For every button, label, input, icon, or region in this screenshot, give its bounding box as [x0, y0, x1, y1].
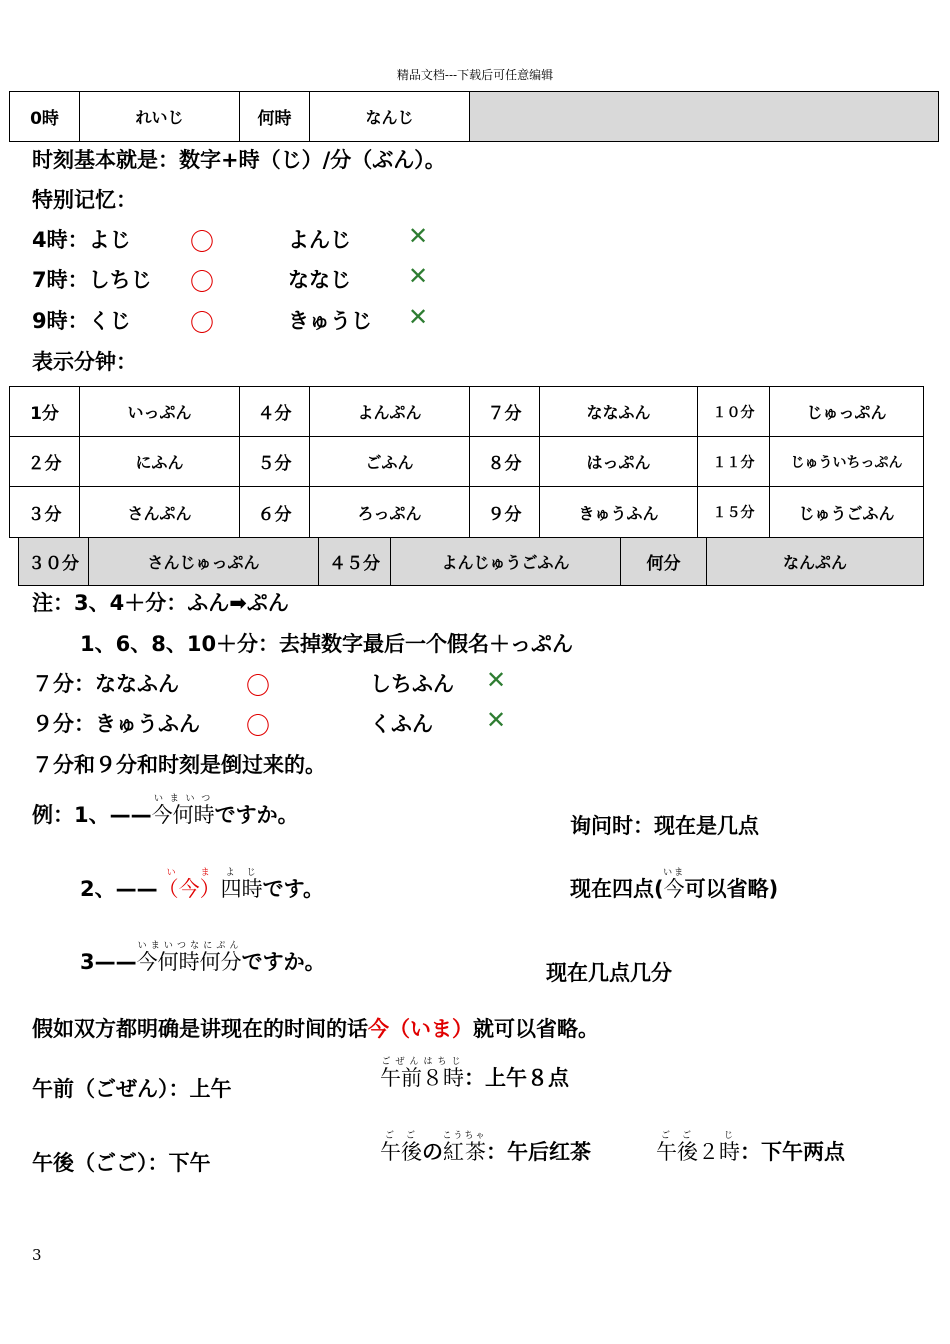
top-time-table	[9, 91, 939, 142]
table-cell: 何時	[240, 92, 310, 142]
table-cell: ４５分	[319, 538, 391, 586]
note-2: 1、6、8、10＋分：去掉数字最后一个假名＋っぷん	[80, 632, 574, 656]
example-2	[80, 868, 324, 903]
correct-icon: 〇	[190, 309, 214, 337]
omit-note: 假如双方都明确是讲现在的时间的话今（いま）就可以省略。	[32, 1017, 599, 1041]
example-3-prefix: 3——	[80, 950, 137, 974]
table-cell: いっぷん	[80, 387, 240, 437]
table-row	[10, 437, 924, 487]
table-cell: なんじ	[310, 92, 470, 142]
table-cell: さんぷん	[80, 487, 240, 538]
pm-example-1: 午後ごごの紅茶こうちゃ：午后红茶	[380, 1131, 592, 1164]
example-3	[80, 941, 326, 976]
example-2-meaning: 现在四点(今いま可以省略)	[570, 868, 779, 901]
wrong-icon: ✕	[408, 303, 429, 331]
table-cell: はっぷん	[540, 437, 698, 487]
table-cell: きゅうふん	[540, 487, 698, 538]
row-7-wrong: しちふん	[370, 672, 454, 696]
table-cell: ろっぷん	[310, 487, 470, 538]
table-cell: 1分	[10, 387, 80, 437]
example-2-prefix: 2、——	[80, 877, 158, 901]
special-title: 特别记忆：	[32, 188, 137, 212]
note-1: 注：3、4＋分：ふん➡ぷん	[32, 591, 289, 615]
special-wrong-9: きゅうじ	[288, 309, 372, 333]
table-cell: １１分	[698, 437, 770, 487]
table-cell: 0時	[10, 92, 80, 142]
example-3-meaning: 现在几点几分	[546, 961, 672, 985]
table-row	[19, 538, 924, 586]
table-cell: ５分	[240, 437, 310, 487]
table-cell: ななふん	[540, 387, 698, 437]
table-cell: じゅうごふん	[770, 487, 924, 538]
time-rule: 时刻基本就是：数字+時（じ）/分（ぶん）。	[32, 148, 446, 172]
table-cell-empty	[470, 92, 939, 142]
row-9-wrong: くふん	[370, 712, 433, 736]
special-label-7: 7時：しちじ	[32, 268, 152, 292]
correct-icon: 〇	[190, 268, 214, 296]
pm-example-2: 午後２時ごご じ：下午两点	[656, 1131, 845, 1164]
minutes-table	[9, 386, 924, 538]
table-cell: さんじゅっぷん	[89, 538, 319, 586]
table-cell: よんぷん	[310, 387, 470, 437]
example-2-kanji-hour: 四時よじ	[220, 868, 263, 901]
example-1-meaning: 询问时：现在是几点	[570, 814, 759, 838]
correct-icon: 〇	[246, 672, 270, 700]
minutes-table-2	[18, 537, 924, 586]
example-3-suffix: ですか。	[241, 950, 326, 974]
table-cell: ６分	[240, 487, 310, 538]
table-cell: ごふん	[310, 437, 470, 487]
correct-icon: 〇	[246, 712, 270, 740]
table-cell: にふん	[80, 437, 240, 487]
am-label: 午前（ごぜん）：上午	[32, 1077, 232, 1101]
page-number: 3	[32, 1246, 42, 1264]
table-cell: よんじゅうごふん	[391, 538, 621, 586]
table-cell: ３分	[10, 487, 80, 538]
correct-icon: 〇	[190, 228, 214, 256]
table-cell: ８分	[470, 437, 540, 487]
table-cell: ４分	[240, 387, 310, 437]
am-example: 午前８時ごぜんはちじ：上午８点	[380, 1057, 569, 1090]
wrong-icon: ✕	[486, 706, 507, 734]
pm-label: 午後（ごご）：下午	[32, 1151, 211, 1175]
special-label-4: 4時：よじ	[32, 228, 131, 252]
table-cell: ７分	[470, 387, 540, 437]
example-2-kanji-now: （今）いま	[157, 868, 221, 901]
special-label-9: 9時：くじ	[32, 309, 131, 333]
special-wrong-4: よんじ	[288, 228, 351, 252]
page-header: 精品文档---下载后可任意编辑	[396, 68, 554, 82]
table-cell: なんぷん	[707, 538, 924, 586]
minutes-title: 表示分钟：	[32, 350, 137, 374]
wrong-icon: ✕	[408, 222, 429, 250]
example-3-kanji: 今何時何分いまいつなにぷん	[136, 941, 242, 974]
table-cell: 何分	[621, 538, 707, 586]
wrong-icon: ✕	[408, 262, 429, 290]
example-2-suffix: です。	[262, 877, 324, 901]
table-cell: じゅういちっぷん	[770, 437, 924, 487]
wrong-icon: ✕	[486, 666, 507, 694]
example-1	[32, 794, 299, 829]
table-cell: １０分	[698, 387, 770, 437]
table-row	[10, 387, 924, 437]
special-wrong-7: ななじ	[288, 268, 351, 292]
row-7-label: ７分：ななふん	[32, 672, 179, 696]
table-cell: ９分	[470, 487, 540, 538]
row-9-label: ９分：きゅうふん	[32, 712, 200, 736]
example-1-prefix: 例：1、——	[32, 803, 152, 827]
example-1-kanji: 今何時いまいつ	[151, 794, 215, 827]
table-row	[10, 487, 924, 538]
example-1-suffix: ですか。	[214, 803, 299, 827]
reverse-note: ７分和９分和时刻是倒过来的。	[32, 753, 326, 777]
table-cell: じゅっぷん	[770, 387, 924, 437]
table-cell: れいじ	[80, 92, 240, 142]
table-cell: ２分	[10, 437, 80, 487]
table-cell: ３０分	[19, 538, 89, 586]
table-cell: １５分	[698, 487, 770, 538]
